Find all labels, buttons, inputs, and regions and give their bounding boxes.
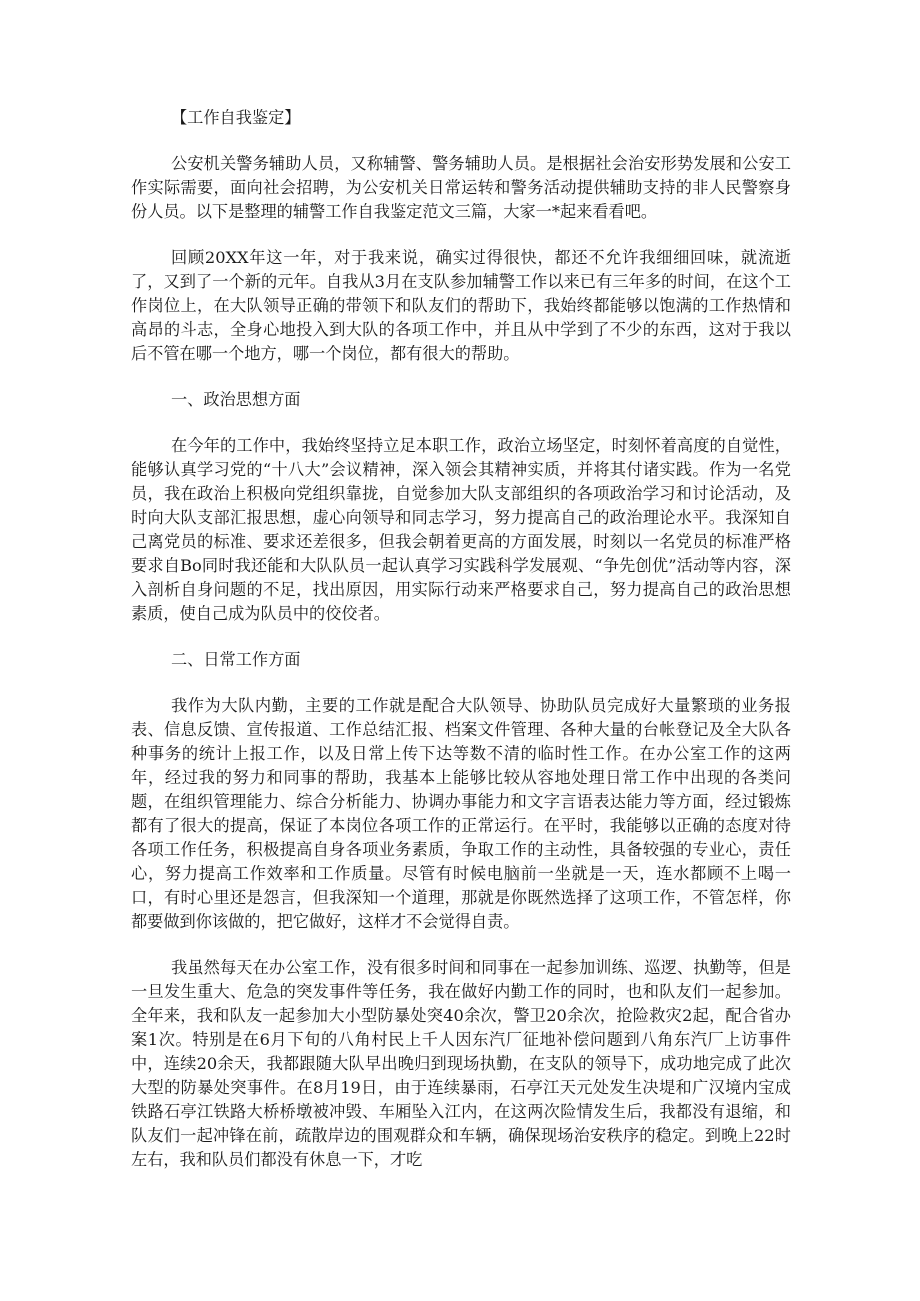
intro-paragraph: 公安机关警务辅助人员，又称辅警、警务辅助人员。是根据社会治安形势发展和公安工作实际需要，面向社会招聘，为公安机关日常运转和警务活动提供辅助支持的非人民警察身份人员。以下是整理的辅警工作自我鉴定范文三篇，大家一*起来看看吧。 xyxy=(131,154,791,221)
section-daily-work-body-2: 我虽然每天在办公室工作，没有很多时间和同事在一起参加训练、巡逻、执勤等，但是一旦发生重大、危急的突发事件等任务，我在做好内勤工作的同时，也和队友们一起参加。全年来，我和队友一起参加大小型防暴处突40余次，警卫20余次，抢险救灾2起，配合省办案1次。特别是在6月下旬的八角村民上千人因东汽厂征地补偿问题到八角东汽厂上访事件中，连续20余天，我都跟随大队早出晚归到现场执勤，在支队的领导下，成功地完成了此次大型的防暴处突事件。在8月19日，由于连续暴雨，石亭江天元处发生决堤和广汉境内宝成铁路石亭江铁路大桥桥墩被冲毁、车厢坠入江内，在这两次险情发生后，我都没有退缩，和队友们一起冲锋在前，疏散岸边的围观群众和车辆，确保现场治安秩序的稳定。到晚上22时左右，我和队员们都没有休息一下，才吃 xyxy=(131,958,791,1169)
document-title: 【工作自我鉴定】 xyxy=(171,108,301,127)
section-political-title: 一、政治思想方面 xyxy=(171,390,301,409)
review-paragraph: 回顾20XX年这一年，对于我来说，确实过得很快，都还不允许我细细回味，就流逝了，又到了一个新的元年。自我从3月在支队参加辅警工作以来已有三年多的时间，在这个工作岗位上，在大队领导正确的带领下和队友们的帮助下，我始终都能够以饱满的工作热情和高昂的斗志，全身心地投入到大队的各项工作中，并且从中学到了不少的东西，这对于我以后不管在哪一个地方，哪一个岗位，都有很大的帮助。 xyxy=(131,248,791,363)
section-political-body: 在今年的工作中，我始终坚持立足本职工作，政治立场坚定，时刻怀着高度的自觉性，能够认真学习党的“十八大”会议精神，深入领会其精神实质，并将其付诸实践。作为一名党员，我在政治上积极向党组织靠拢，自觉参加大队支部组织的各项政治学习和讨论活动，及时向大队支部汇报思想，虚心向领导和同志学习，努力提高自己的政治理论水平。我深知自己离党员的标准、要求还差很多，但我会朝着更高的方面发展，时刻以一名党员的标准严格要求自Bo同时我还能和大队队员一起认真学习实践科学发展观、“争先创优”活动等内容，深入剖析自身问题的不足，找出原因，用实际行动来严格要求自己，努力提高自己的政治思想素质，使自己成为队员中的佼佼者。 xyxy=(131,436,791,623)
section-daily-work-title: 二、日常工作方面 xyxy=(171,650,301,669)
document-body xyxy=(131,106,791,1172)
section-daily-work-body: 我作为大队内勤，主要的工作就是配合大队领导、协助队员完成好大量繁琐的业务报表、信息反馈、宣传报道、工作总结汇报、档案文件管理、各种大量的台帐登记及全大队各种事务的统计上报工作，以及日常上传下达等数不清的临时性工作。在办公室工作的这两年，经过我的努力和同事的帮助，我基本上能够比较从容地处理日常工作中出现的各类问题，在组织管理能力、综合分析能力、协调办事能力和文字言语表达能力等方面，经过锻炼都有了很大的提高，保证了本岗位各项工作的正常运行。在平时，我能够以正确的态度对待各项工作任务，积极提高自身各项业务素质，争取工作的主动性，具备较强的专业心，责任心，努力提高工作效率和工作质量。尽管有时候电脑前一坐就是一天，连水都顾不上喝一口，有时心里还是怨言，但我深知一个道理，那就是你既然选择了这项工作，不管怎样，你都要做到你该做的，把它做好，这样才不会觉得自责。 xyxy=(131,696,791,931)
